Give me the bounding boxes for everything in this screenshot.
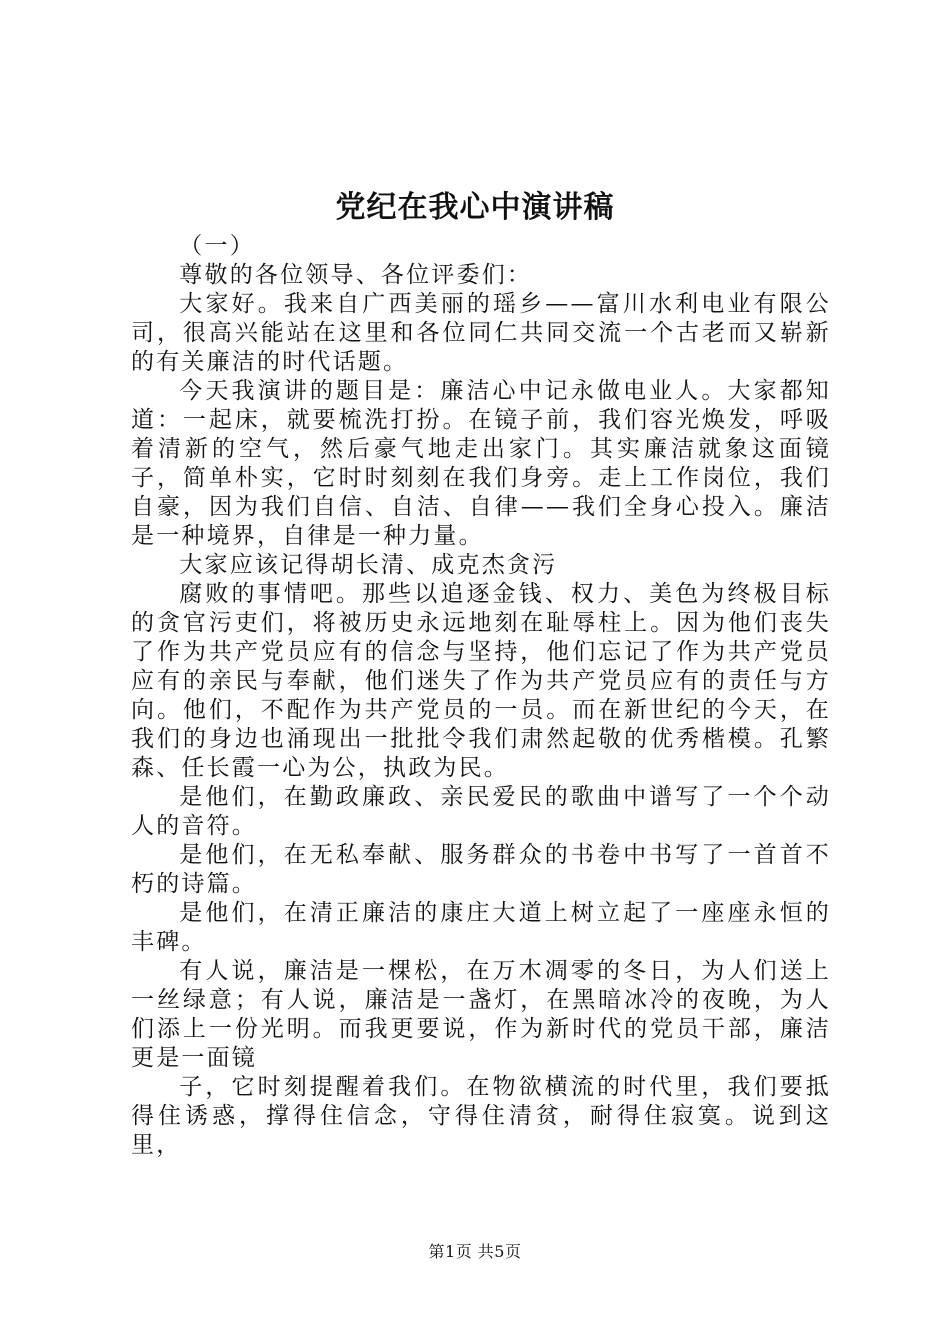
paragraph: 是他们，在清正廉洁的康庄大道上树立起了一座座永恒的丰碑。 xyxy=(131,900,831,955)
paragraph: 大家好。我来自广西美丽的瑶乡——富川水利电业有限公司，很高兴能站在这里和各位同仁共同交流一个古老而又崭新的有关廉洁的时代话题。 xyxy=(131,291,831,375)
paragraph: 大家应该记得胡长清、成克杰贪污 xyxy=(179,552,558,578)
document-title: 党纪在我心中演讲稿 xyxy=(335,190,615,225)
section-number: （一） xyxy=(179,233,255,259)
document-body xyxy=(131,232,831,1160)
paragraph: 今天我演讲的题目是：廉洁心中记永做电业人。大家都知道：一起床，就要梳洗打扮。在镜子前，我们容光焕发，呼吸着清新的空气，然后豪气地走出家门。其实廉洁就象这面镜子，简单朴实，它时时刻刻在我们身旁。走上工作岗位，我们自豪，因为我们自信、自洁、自律——我们全身心投入。廉洁是一种境界，自律是一种力量。 xyxy=(131,378,831,549)
salutation: 尊敬的各位领导、各位评委们： xyxy=(179,262,533,288)
page-footer: 第1页 共5页 xyxy=(428,1242,522,1261)
paragraph: 腐败的事情吧。那些以追逐金钱、权力、美色为终极目标的贪官污吏们，将被历史永远地刻在耻辱柱上。因为他们丧失了作为共产党员应有的信念与坚持，他们忘记了作为共产党员应有的亲民与奉献，他们迷失了作为共产党员应有的责任与方向。他们，不配作为共产党员的一员。而在新世纪的今天，在我们的身边也涌现出一批批令我们肃然起敬的优秀楷模。孔繁森、任长霞一心为公，执政为民。 xyxy=(131,581,831,781)
paragraph: 子，它时刻提醒着我们。在物欲横流的时代里，我们要抵得住诱惑，撑得住信念，守得住清贫，耐得住寂寞。说到这里， xyxy=(131,1074,831,1158)
paragraph: 有人说，廉洁是一棵松，在万木凋零的冬日，为人们送上一丝绿意；有人说，廉洁是一盏灯，在黑暗冰冷的夜晚，为人们添上一份光明。而我更要说，作为新时代的党员干部，廉洁更是一面镜 xyxy=(131,958,831,1071)
paragraph: 是他们，在勤政廉政、亲民爱民的歌曲中谱写了一个个动人的音符。 xyxy=(131,784,831,839)
paragraph: 是他们，在无私奉献、服务群众的书卷中书写了一首首不朽的诗篇。 xyxy=(131,842,831,897)
